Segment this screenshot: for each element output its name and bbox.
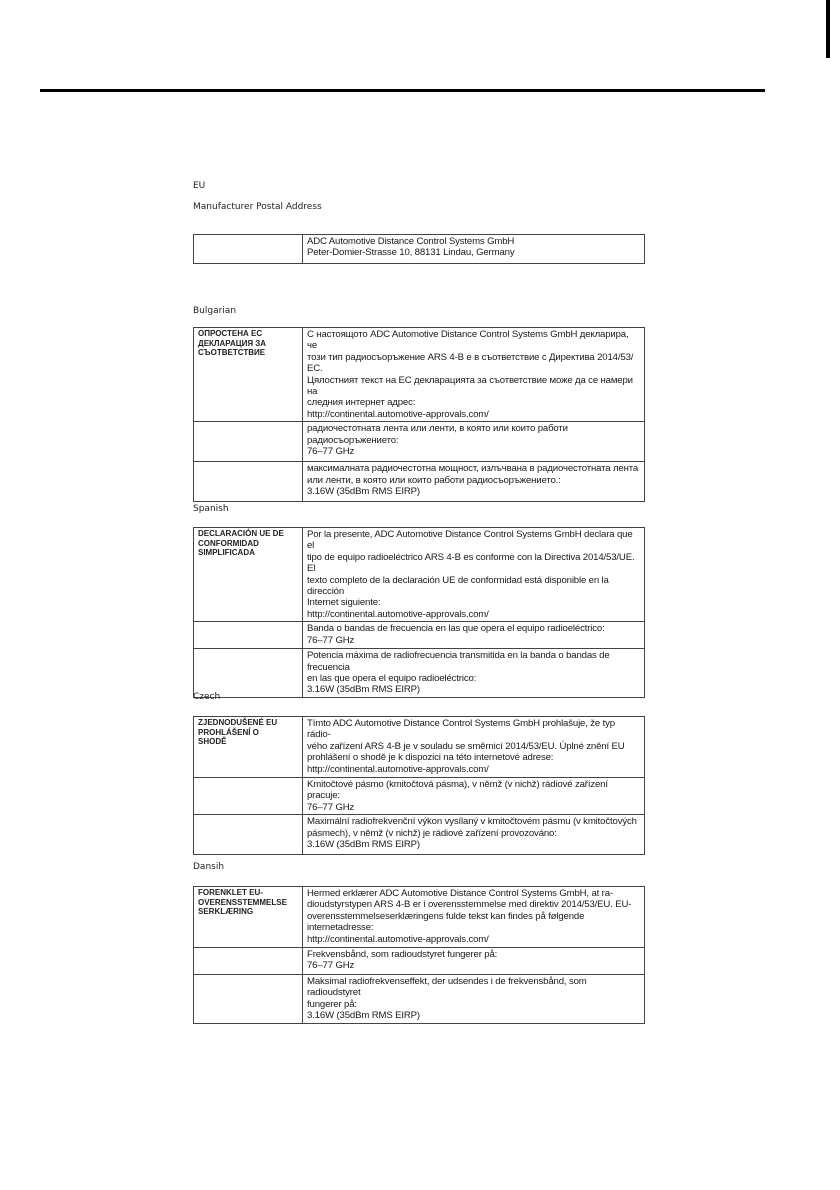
danish-declaration: Hermed erklærer ADC Automotive Distance Control Systems GmbH, at ra- dioudstyrstypen ARS 4-B er i overensstemmelse med direktiv 2014/53/EU. EU- overensstemmelseserklæringens fulde tekst kan findes på følgende internetadresse: http://continental.automotive-approvals.com/ — [303, 887, 645, 948]
czech-table — [193, 716, 645, 855]
czech-empty-cell — [194, 778, 303, 815]
czech-empty-cell — [194, 815, 303, 855]
bulgarian-power: максималната радиочестотна мощност, излъчвана в радиочестотната лента или ленти, в която или които работи радиосъоръжението.: 3.16W (35dBm RMS EIRP) — [303, 462, 645, 502]
spanish-empty-cell — [194, 649, 303, 698]
czech-heading: ZJEDNODUŠENÉ EU PROHLÁŠENÍ O SHODĚ — [194, 717, 303, 778]
danish-label: Dansih — [193, 862, 225, 872]
address-cell — [303, 235, 645, 264]
address-empty-cell — [194, 235, 303, 264]
danish-empty-cell — [194, 975, 303, 1024]
spanish-band: Banda o bandas de frecuencia en las que opera el equipo radioeléctrico: 76–77 GHz — [303, 622, 645, 649]
danish-heading: FORENKLET EU- OVERENSSTEMMELSE SERKLÆRING — [194, 887, 303, 948]
bulgarian-table — [193, 327, 645, 502]
czech-declaration: Tímto ADC Automotive Distance Control Systems GmbH prohlašuje, že typ rádio- vého zařízení ARS 4-B je v souladu se směrnicí 2014/53/EU. Úplné znění EU prohlášení o shodě je k dispozici na této internetové adrese: http://continental.automotive-approvals.com/ — [303, 717, 645, 778]
company-name: ADC Automotive Distance Control Systems GmbH — [307, 236, 515, 247]
spanish-power: Potencia máxima de radiofrecuencia transmitida en la banda o bandas de frecuencia en las que opera el equipo radioeléctrico: 3.16W (35dBm RMS EIRP) — [303, 649, 645, 698]
bulgarian-declaration: С настоящото ADC Automotive Distance Control Systems GmbH декларира, че този тип радиосъоръжение ARS 4-B е в съответствие с Директива 2014/53/ЕС. Цялостният текст на ЕС декларацията за съответствие може да се намери на следния интернет адрес: http://continental.automotive-approvals.com/ — [303, 328, 645, 422]
table-row — [194, 975, 645, 1024]
table-row — [194, 235, 645, 264]
czech-band: Kmitočtové pásmo (kmitočtová pásma), v němž (v nichž) rádiové zařízení pracuje: 76–77 GHz — [303, 778, 645, 815]
spanish-heading: DECLARACIÓN UE DE CONFORMIDAD SIMPLIFICADA — [194, 528, 303, 622]
table-row — [194, 649, 645, 698]
manufacturer-label: Manufacturer Postal Address — [193, 202, 322, 212]
spanish-table — [193, 527, 645, 698]
spanish-declaration: Por la presente, ADC Automotive Distance Control Systems GmbH declara que el tipo de equipo radioeléctrico ARS 4-B es conforme con la Directiva 2014/53/UE. El texto completo de la declaración UE de conformidad está disponible en la dirección Internet siguiente: http://continental.automotive-approvals.com/ — [303, 528, 645, 622]
spanish-empty-cell — [194, 622, 303, 649]
table-row — [194, 948, 645, 975]
table-row — [194, 422, 645, 462]
bulgarian-band: радиочестотната лента или ленти, в която или които работи радиосъоръжението: 76–77 GHz — [303, 422, 645, 462]
table-row — [194, 462, 645, 502]
danish-power: Maksimal radiofrekvenseffekt, der udsendes i de frekvensbånd, som radioudstyret fungerer på: 3.16W (35dBm RMS EIRP) — [303, 975, 645, 1024]
czech-power: Maximální radiofrekvenční výkon vysílaný v kmitočtovém pásmu (v kmitočtových pásmech), v němž (v nichž) je rádiové zařízení provozováno: 3.16W (35dBm RMS EIRP) — [303, 815, 645, 855]
table-row — [194, 815, 645, 855]
table-row — [194, 717, 645, 778]
danish-empty-cell — [194, 948, 303, 975]
manufacturer-address-table — [193, 234, 645, 264]
danish-table — [193, 886, 645, 1024]
danish-band: Frekvensbånd, som radioudstyret fungerer på: 76–77 GHz — [303, 948, 645, 975]
header-rule — [40, 89, 765, 92]
bulgarian-empty-cell — [194, 422, 303, 462]
bulgarian-empty-cell — [194, 462, 303, 502]
page-corner-mark — [826, 0, 830, 58]
eu-label: EU — [193, 181, 206, 191]
table-row — [194, 328, 645, 422]
czech-label: Czech — [193, 692, 221, 702]
spanish-label: Spanish — [193, 504, 229, 514]
table-row — [194, 528, 645, 622]
table-row — [194, 622, 645, 649]
street-address: Peter-Domier-Strasse 10, 88131 Lindau, Germany — [307, 247, 515, 259]
bulgarian-heading: ОПРОСТЕНА ЕС ДЕКЛАРАЦИЯ ЗА СЪОТВЕТСТВИЕ — [194, 328, 303, 422]
table-row — [194, 778, 645, 815]
table-row — [194, 887, 645, 948]
bulgarian-label: Bulgarian — [193, 306, 237, 316]
